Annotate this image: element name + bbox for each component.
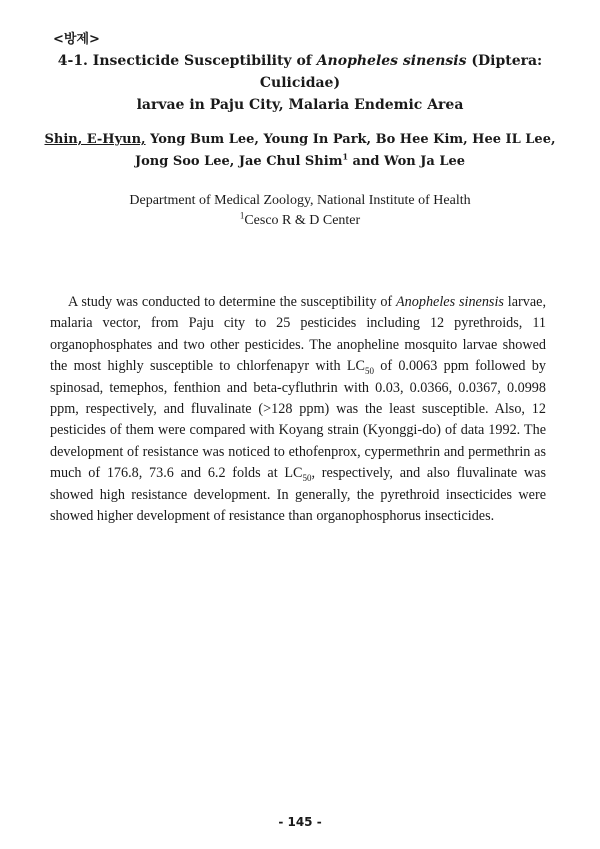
title-species: Anopheles sinensis [316, 53, 467, 69]
lc50-subscript: 50 [364, 366, 374, 377]
co-authors: Yong Bum Lee, Young In Park, Bo Hee Kim, Hee IL Lee, Jong Soo Lee, Jae Chul Shim [134, 132, 556, 169]
section-tag: <방제> [53, 32, 100, 47]
author-list [40, 129, 560, 173]
affiliation-2-marker: 1 [239, 210, 245, 221]
presenting-author: Shin, E-Hyun, [44, 132, 146, 147]
abstract-text-4: , respectively, and also fluvalinate was showed high resistance development. In generally, the pyrethroid insecticides were showed higher development of resistance than organophosphorus insecticides. [50, 465, 546, 525]
co-authors-last: and Won Ja Lee [348, 154, 466, 169]
title-line-2: larvae in Paju City, Malaria Endemic Area [136, 97, 464, 113]
affiliations [40, 191, 560, 231]
lc50-subscript-2: 50 [302, 473, 312, 484]
abstract-species: Anopheles sinensis [396, 294, 504, 310]
title-text: 4-1. Insecticide Susceptibility of [57, 53, 317, 69]
abstract-text-2: larvae, malaria vector, from Paju city to 25 pesticides including 12 pyrethroids, 11 organophosphates and two other pesticides. The anopheline mosquito larvae showed the most highly susceptible to chlorfenapyr with LC [50, 294, 546, 375]
title-text-2: (Diptera: Culicidae) [259, 53, 543, 91]
affiliation-2-text: Cesco R & D Center [244, 213, 361, 228]
affiliation-1: Department of Medical Zoology, National Institute of Health [129, 193, 471, 208]
abstract-paragraph [50, 292, 546, 527]
abstract-text-3: of 0.0063 ppm followed by spinosad, temephos, fenthion and beta-cyfluthrin with 0.03, 0.0366, 0.0367, 0.0998 ppm, respectively, and fluvalinate (>128 ppm) was the least susceptible. Also, 12 pesticides of them were compared with Koyang strain (Kyonggi-do) of data 1992. The development of resistance was noticed to ethofenprox, cypermethrin and permethrin as much of 176.8, 73.6 and 6.2 folds at LC [50, 358, 546, 482]
affiliation-marker: 1 [342, 151, 349, 162]
page-number: - 145 - [278, 815, 322, 829]
abstract [50, 292, 546, 527]
paper-title [40, 50, 560, 116]
affiliation-2 [40, 211, 560, 231]
abstract-text-1: A study was conducted to determine the susceptibility of [68, 294, 397, 310]
